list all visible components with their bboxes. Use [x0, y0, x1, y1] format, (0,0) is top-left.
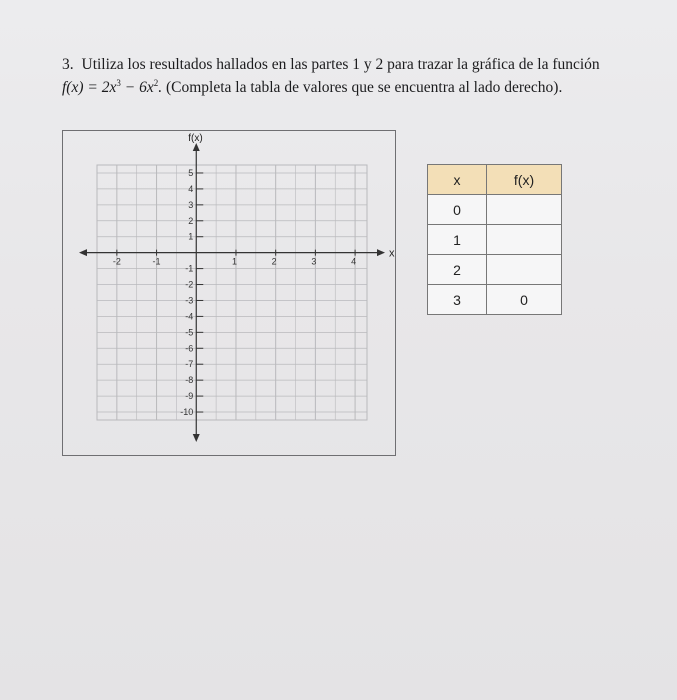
x-tick-label: 1	[231, 256, 237, 267]
table-row	[428, 285, 562, 315]
y-axis-arrow-up	[193, 143, 200, 151]
y-tick-label: -10	[180, 407, 194, 418]
y-tick-label: 4	[188, 183, 194, 194]
table-row	[428, 195, 562, 225]
y-tick-label: -4	[185, 311, 194, 322]
cell-fx[interactable]	[487, 195, 562, 225]
x-tick-label: -1	[152, 256, 161, 267]
x-tick-label: 4	[351, 256, 357, 267]
coordinate-graph[interactable]	[62, 130, 396, 456]
exponent-2: 2	[153, 78, 159, 88]
values-table	[427, 164, 562, 315]
x-tick-label: 3	[311, 256, 317, 267]
problem-statement	[62, 55, 662, 97]
y-tick-label: -2	[185, 279, 194, 290]
values-table-container	[427, 164, 562, 315]
x-axis-label: x	[389, 247, 395, 260]
y-tick-label: -3	[185, 295, 194, 306]
table-header-row	[428, 165, 562, 195]
exponent-3: 3	[116, 78, 121, 88]
cell-x: 3	[428, 285, 487, 315]
y-tick-label: 5	[188, 167, 194, 178]
y-axis-label: f(x)	[188, 133, 203, 144]
y-axis-arrow-down	[193, 434, 200, 442]
y-tick-label: -9	[185, 391, 194, 402]
function-lhs: f(x)	[62, 79, 84, 97]
y-tick-label: -6	[185, 343, 194, 354]
problem-text-line-1: Utiliza los resultados hallados en las partes 1 y 2 para trazar la gráfica de la función	[81, 56, 600, 73]
y-tick-label: -5	[185, 327, 194, 338]
y-tick-label: -1	[185, 263, 194, 274]
cell-x: 1	[428, 225, 487, 255]
cell-x: 2	[428, 255, 487, 285]
problem-line-1	[62, 55, 662, 74]
cell-fx[interactable]	[487, 225, 562, 255]
table-row	[428, 225, 562, 255]
problem-number: 3.	[62, 56, 74, 73]
function-formula	[62, 79, 162, 96]
x-axis-arrow-right	[377, 249, 385, 256]
header-fx: f(x)	[487, 165, 562, 195]
cell-fx[interactable]: 0	[487, 285, 562, 315]
x-axis-arrow-left	[79, 249, 87, 256]
y-tick-label: 1	[188, 231, 194, 242]
function-term-1: = 2x	[83, 79, 117, 97]
y-tick-label: -8	[185, 375, 194, 386]
y-tick-label: -7	[185, 359, 194, 370]
function-end: .	[158, 79, 163, 97]
cell-x: 0	[428, 195, 487, 225]
problem-line-2	[62, 74, 662, 97]
table-row	[428, 255, 562, 285]
header-x: x	[428, 165, 487, 195]
x-tick-label: -2	[112, 256, 121, 267]
grid-border	[97, 165, 367, 420]
y-tick-label: 2	[188, 215, 194, 226]
cell-fx[interactable]	[487, 255, 562, 285]
function-term-2: − 6x	[120, 79, 154, 97]
problem-text-line-2: (Completa la tabla de valores que se encuentra al lado derecho).	[162, 79, 563, 97]
y-tick-label: 3	[188, 199, 194, 210]
x-tick-label: 2	[271, 256, 277, 267]
